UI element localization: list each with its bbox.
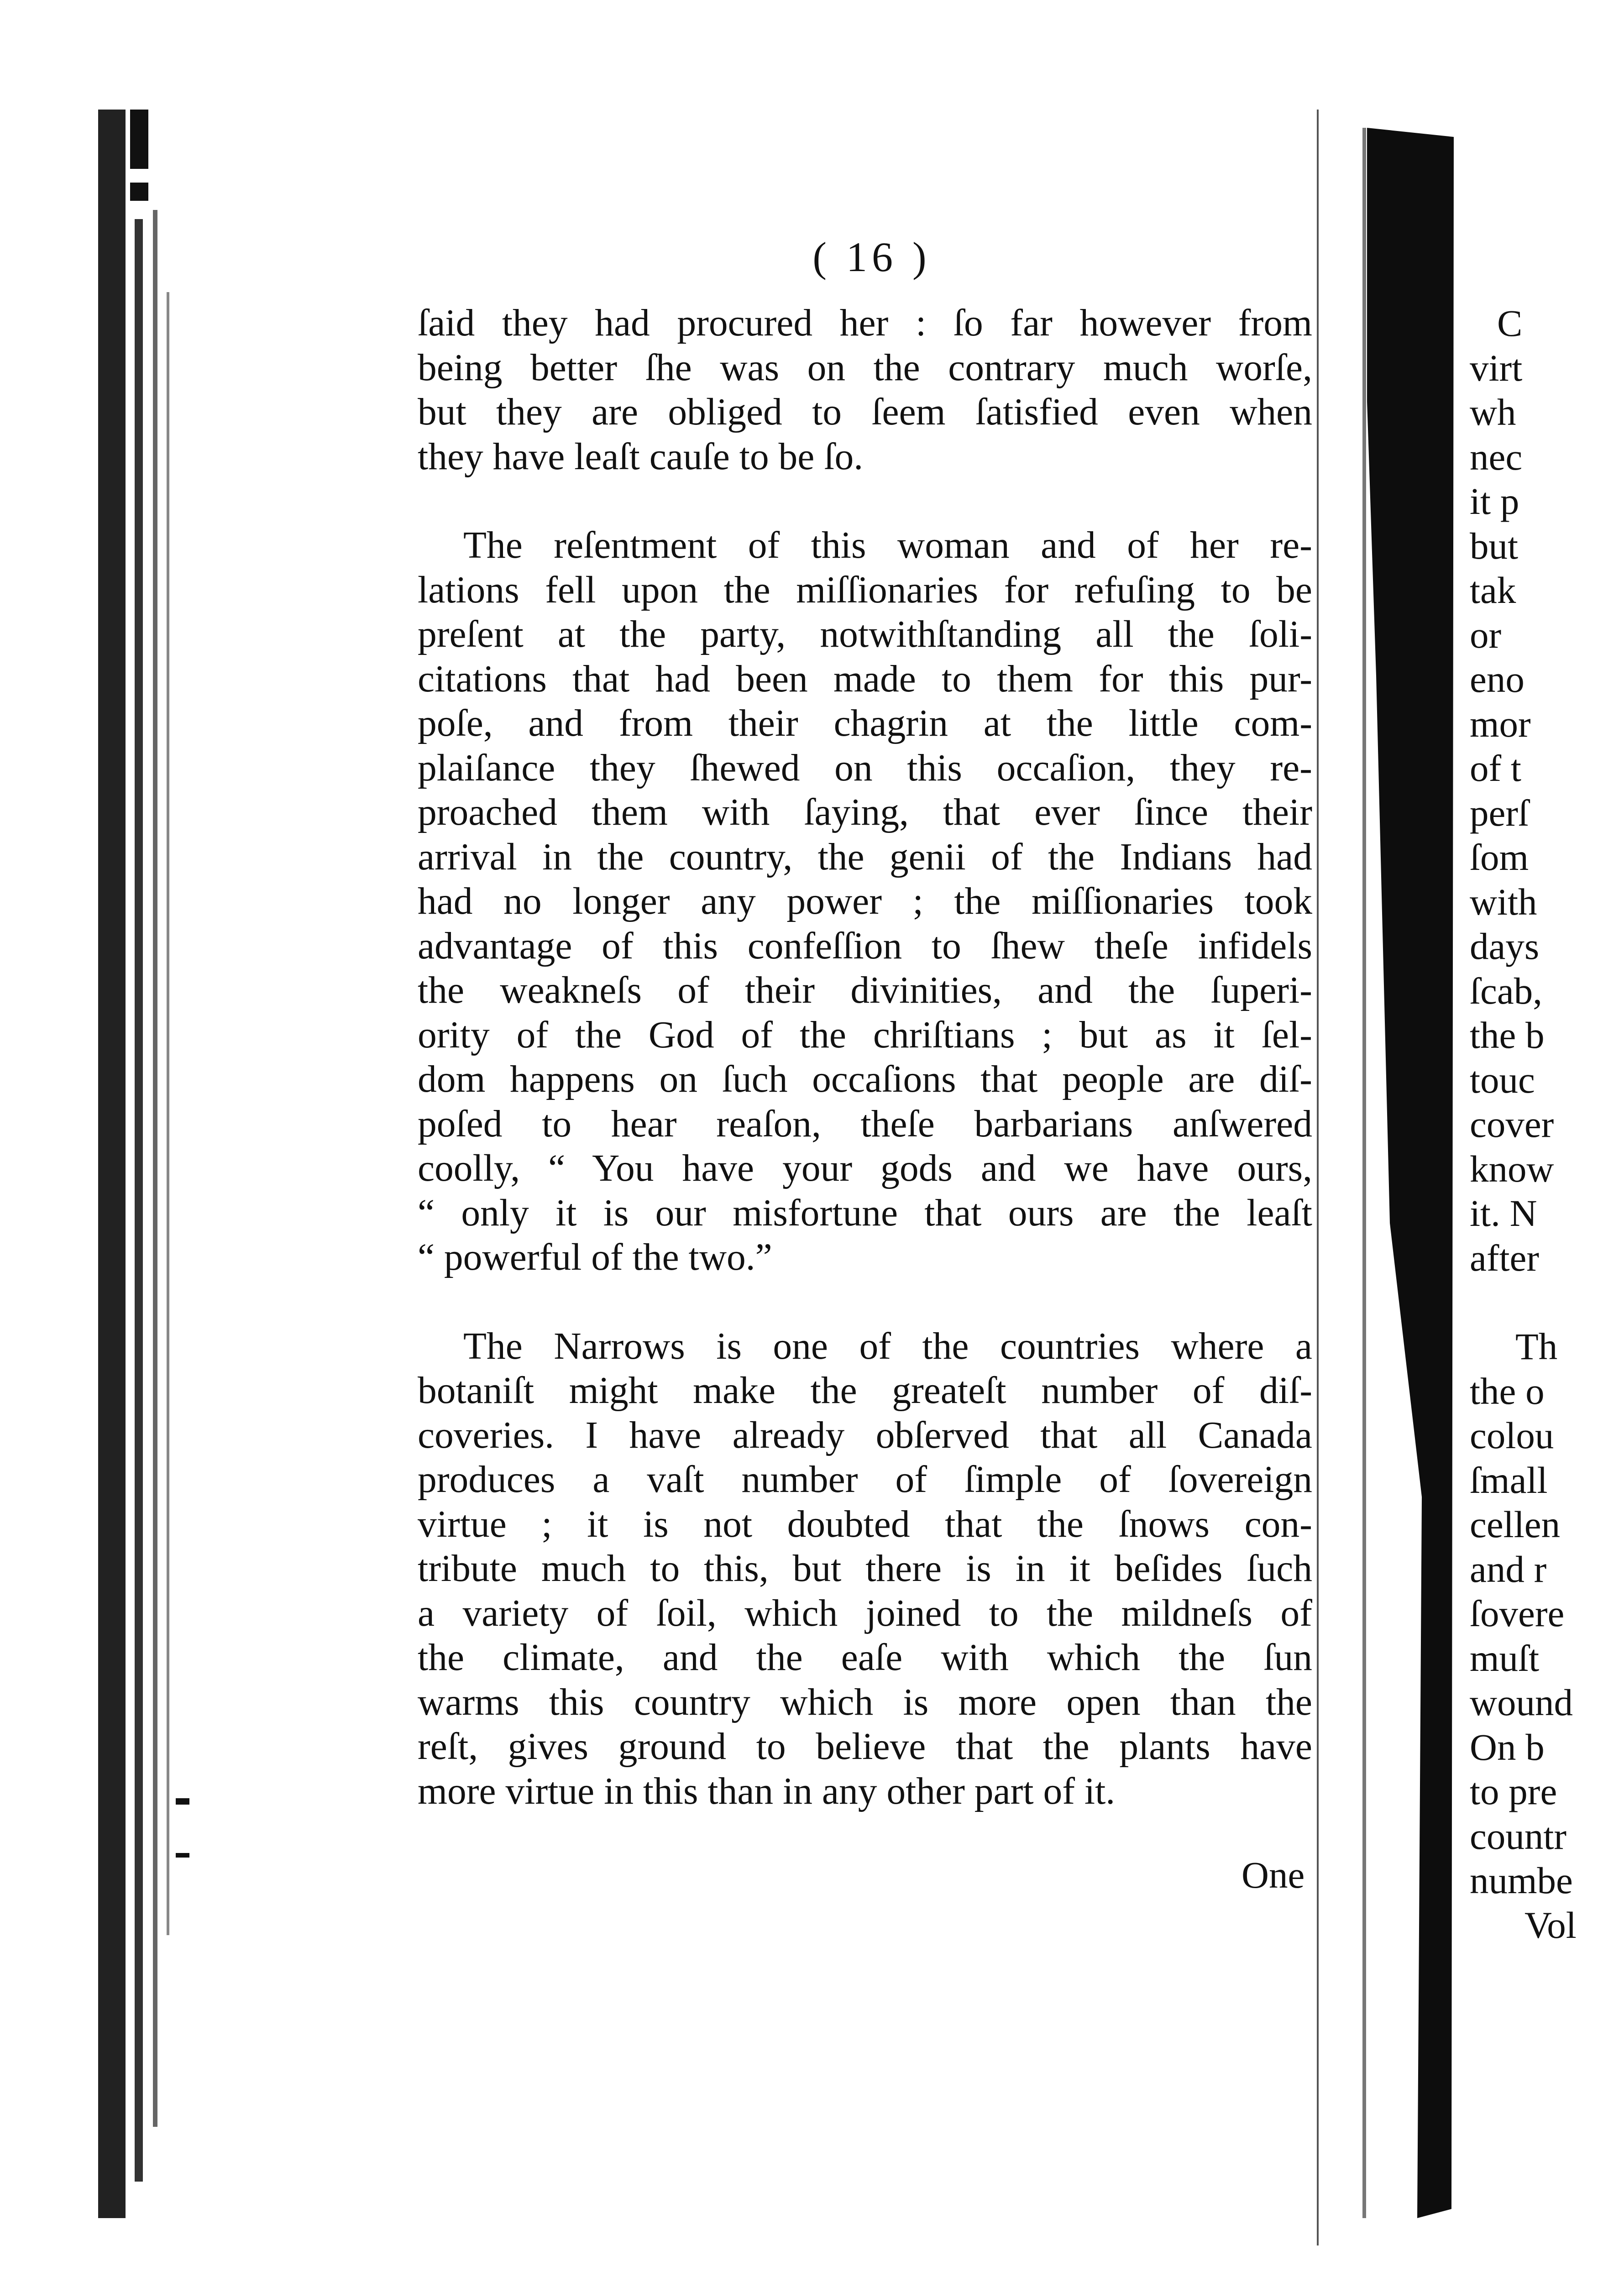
paragraph-1 xyxy=(418,301,1312,479)
facing-line: cover xyxy=(1470,1103,1554,1145)
facing-line: Th xyxy=(1515,1325,1558,1367)
text-line: the weakneſs of their divinities, and the ſuperi- xyxy=(418,969,1312,1011)
text-line: a variety of ſoil, which joined to the mildneſs of xyxy=(418,1592,1312,1634)
text-line: dom happens on ſuch occaſions that people are diſ- xyxy=(418,1058,1312,1100)
facing-line: know xyxy=(1470,1147,1554,1190)
text-line: had no longer any power ; the miſſionaries took xyxy=(418,880,1312,922)
text-line: ſaid they had procured her : ſo far however from xyxy=(418,302,1312,344)
facing-line: countr xyxy=(1470,1815,1567,1857)
page-number: ( 16 ) xyxy=(812,234,931,280)
text-line: coolly, “ You have your gods and we have ours, xyxy=(418,1147,1312,1189)
facing-line: eno xyxy=(1470,658,1524,700)
facing-line: wh xyxy=(1470,391,1516,433)
text-line: The reſentment of this woman and of her re- xyxy=(463,524,1312,566)
text-line: but they are obliged to ſeem ſatisfied even when xyxy=(418,391,1312,433)
text-line: plaiſance they ſhewed on this occaſion, they re- xyxy=(418,747,1312,789)
facing-line: of t xyxy=(1470,747,1521,789)
facing-page-shadow xyxy=(1362,128,1458,2218)
text-line: reſt, gives ground to believe that the plants have xyxy=(418,1726,1312,1768)
facing-line: but xyxy=(1470,524,1519,567)
text-line: more virtue in this than in any other part of it. xyxy=(418,1770,1116,1812)
facing-line: ſom xyxy=(1470,836,1529,878)
text-line: ority of the God of the chriſtians ; but as it ſel- xyxy=(418,1014,1312,1056)
paragraph-2 xyxy=(418,523,1312,1280)
text-line: “ powerful of the two.” xyxy=(418,1236,772,1278)
facing-line: muſt xyxy=(1470,1637,1540,1679)
facing-line: ſcab, xyxy=(1470,969,1542,1012)
text-line: they have leaſt cauſe to be ſo. xyxy=(418,435,864,478)
facing-line: numbe xyxy=(1470,1859,1573,1901)
facing-line: it p xyxy=(1470,480,1519,522)
facing-line: tak xyxy=(1470,569,1516,611)
facing-line: after xyxy=(1470,1236,1540,1279)
facing-line: with xyxy=(1470,880,1537,923)
facing-line: cellen xyxy=(1470,1503,1561,1545)
text-line: lations fell upon the miſſionaries for refuſing to be xyxy=(418,569,1312,611)
facing-line: it. N xyxy=(1470,1192,1537,1234)
facing-page-fragment xyxy=(1470,301,1616,1947)
text-line: The Narrows is one of the countries where a xyxy=(463,1325,1312,1367)
text-line: “ only it is our misfortune that ours are the leaſt xyxy=(418,1192,1312,1234)
text-line: advantage of this confeſſion to ſhew theſe infidels xyxy=(418,925,1312,967)
text-line: the climate, and the eaſe with which the ſun xyxy=(418,1637,1312,1679)
paragraph-3 xyxy=(418,1324,1312,1814)
text-line: citations that had been made to them for this pur- xyxy=(418,658,1312,700)
facing-line: mor xyxy=(1470,702,1531,745)
facing-line: the o xyxy=(1470,1370,1545,1412)
binding-edge xyxy=(98,110,189,2218)
facing-line: nec xyxy=(1470,435,1523,478)
facing-line: ſmall xyxy=(1470,1459,1548,1501)
facing-line: Vol xyxy=(1524,1904,1577,1946)
facing-line: or xyxy=(1470,613,1502,656)
facing-line: days xyxy=(1470,925,1540,967)
facing-line: virt xyxy=(1470,346,1523,389)
facing-line: and r xyxy=(1470,1548,1547,1590)
text-line: warms this country which is more open than the xyxy=(418,1681,1312,1723)
text-line: produces a vaſt number of ſimple of ſovereign xyxy=(418,1459,1312,1501)
text-line: proached them with ſaying, that ever ſince their xyxy=(418,791,1312,833)
text-line: being better ſhe was on the contrary much worſe, xyxy=(418,346,1312,389)
facing-line: wound xyxy=(1470,1681,1573,1723)
text-line: botaniſt might make the greateſt number of diſ- xyxy=(418,1370,1312,1412)
facing-line: ſovere xyxy=(1470,1592,1565,1634)
text-line: poſe, and from their chagrin at the little com- xyxy=(418,702,1312,744)
text-line: tribute much to this, but there is in it beſides ſuch xyxy=(418,1548,1312,1590)
facing-line: On b xyxy=(1470,1726,1545,1768)
text-line: virtue ; it is not doubted that the ſnows con- xyxy=(418,1503,1312,1545)
facing-line: the b xyxy=(1470,1014,1545,1056)
facing-line: to pre xyxy=(1470,1770,1557,1812)
text-line: preſent at the party, notwithſtanding all the ſoli- xyxy=(418,613,1312,655)
facing-line: colou xyxy=(1470,1414,1554,1456)
facing-line: C xyxy=(1497,302,1523,344)
text-line: arrival in the country, the genii of the Indians had xyxy=(418,836,1312,878)
facing-line: touc xyxy=(1470,1058,1535,1101)
gutter-line xyxy=(1317,110,1319,2245)
text-line: poſed to hear reaſon, theſe barbarians anſwered xyxy=(418,1103,1312,1145)
text-line: coveries. I have already obſerved that all Canada xyxy=(418,1414,1312,1456)
catchword: One xyxy=(1242,1854,1305,1896)
facing-line: perſ xyxy=(1470,791,1529,834)
main-text-block xyxy=(418,301,1312,1814)
